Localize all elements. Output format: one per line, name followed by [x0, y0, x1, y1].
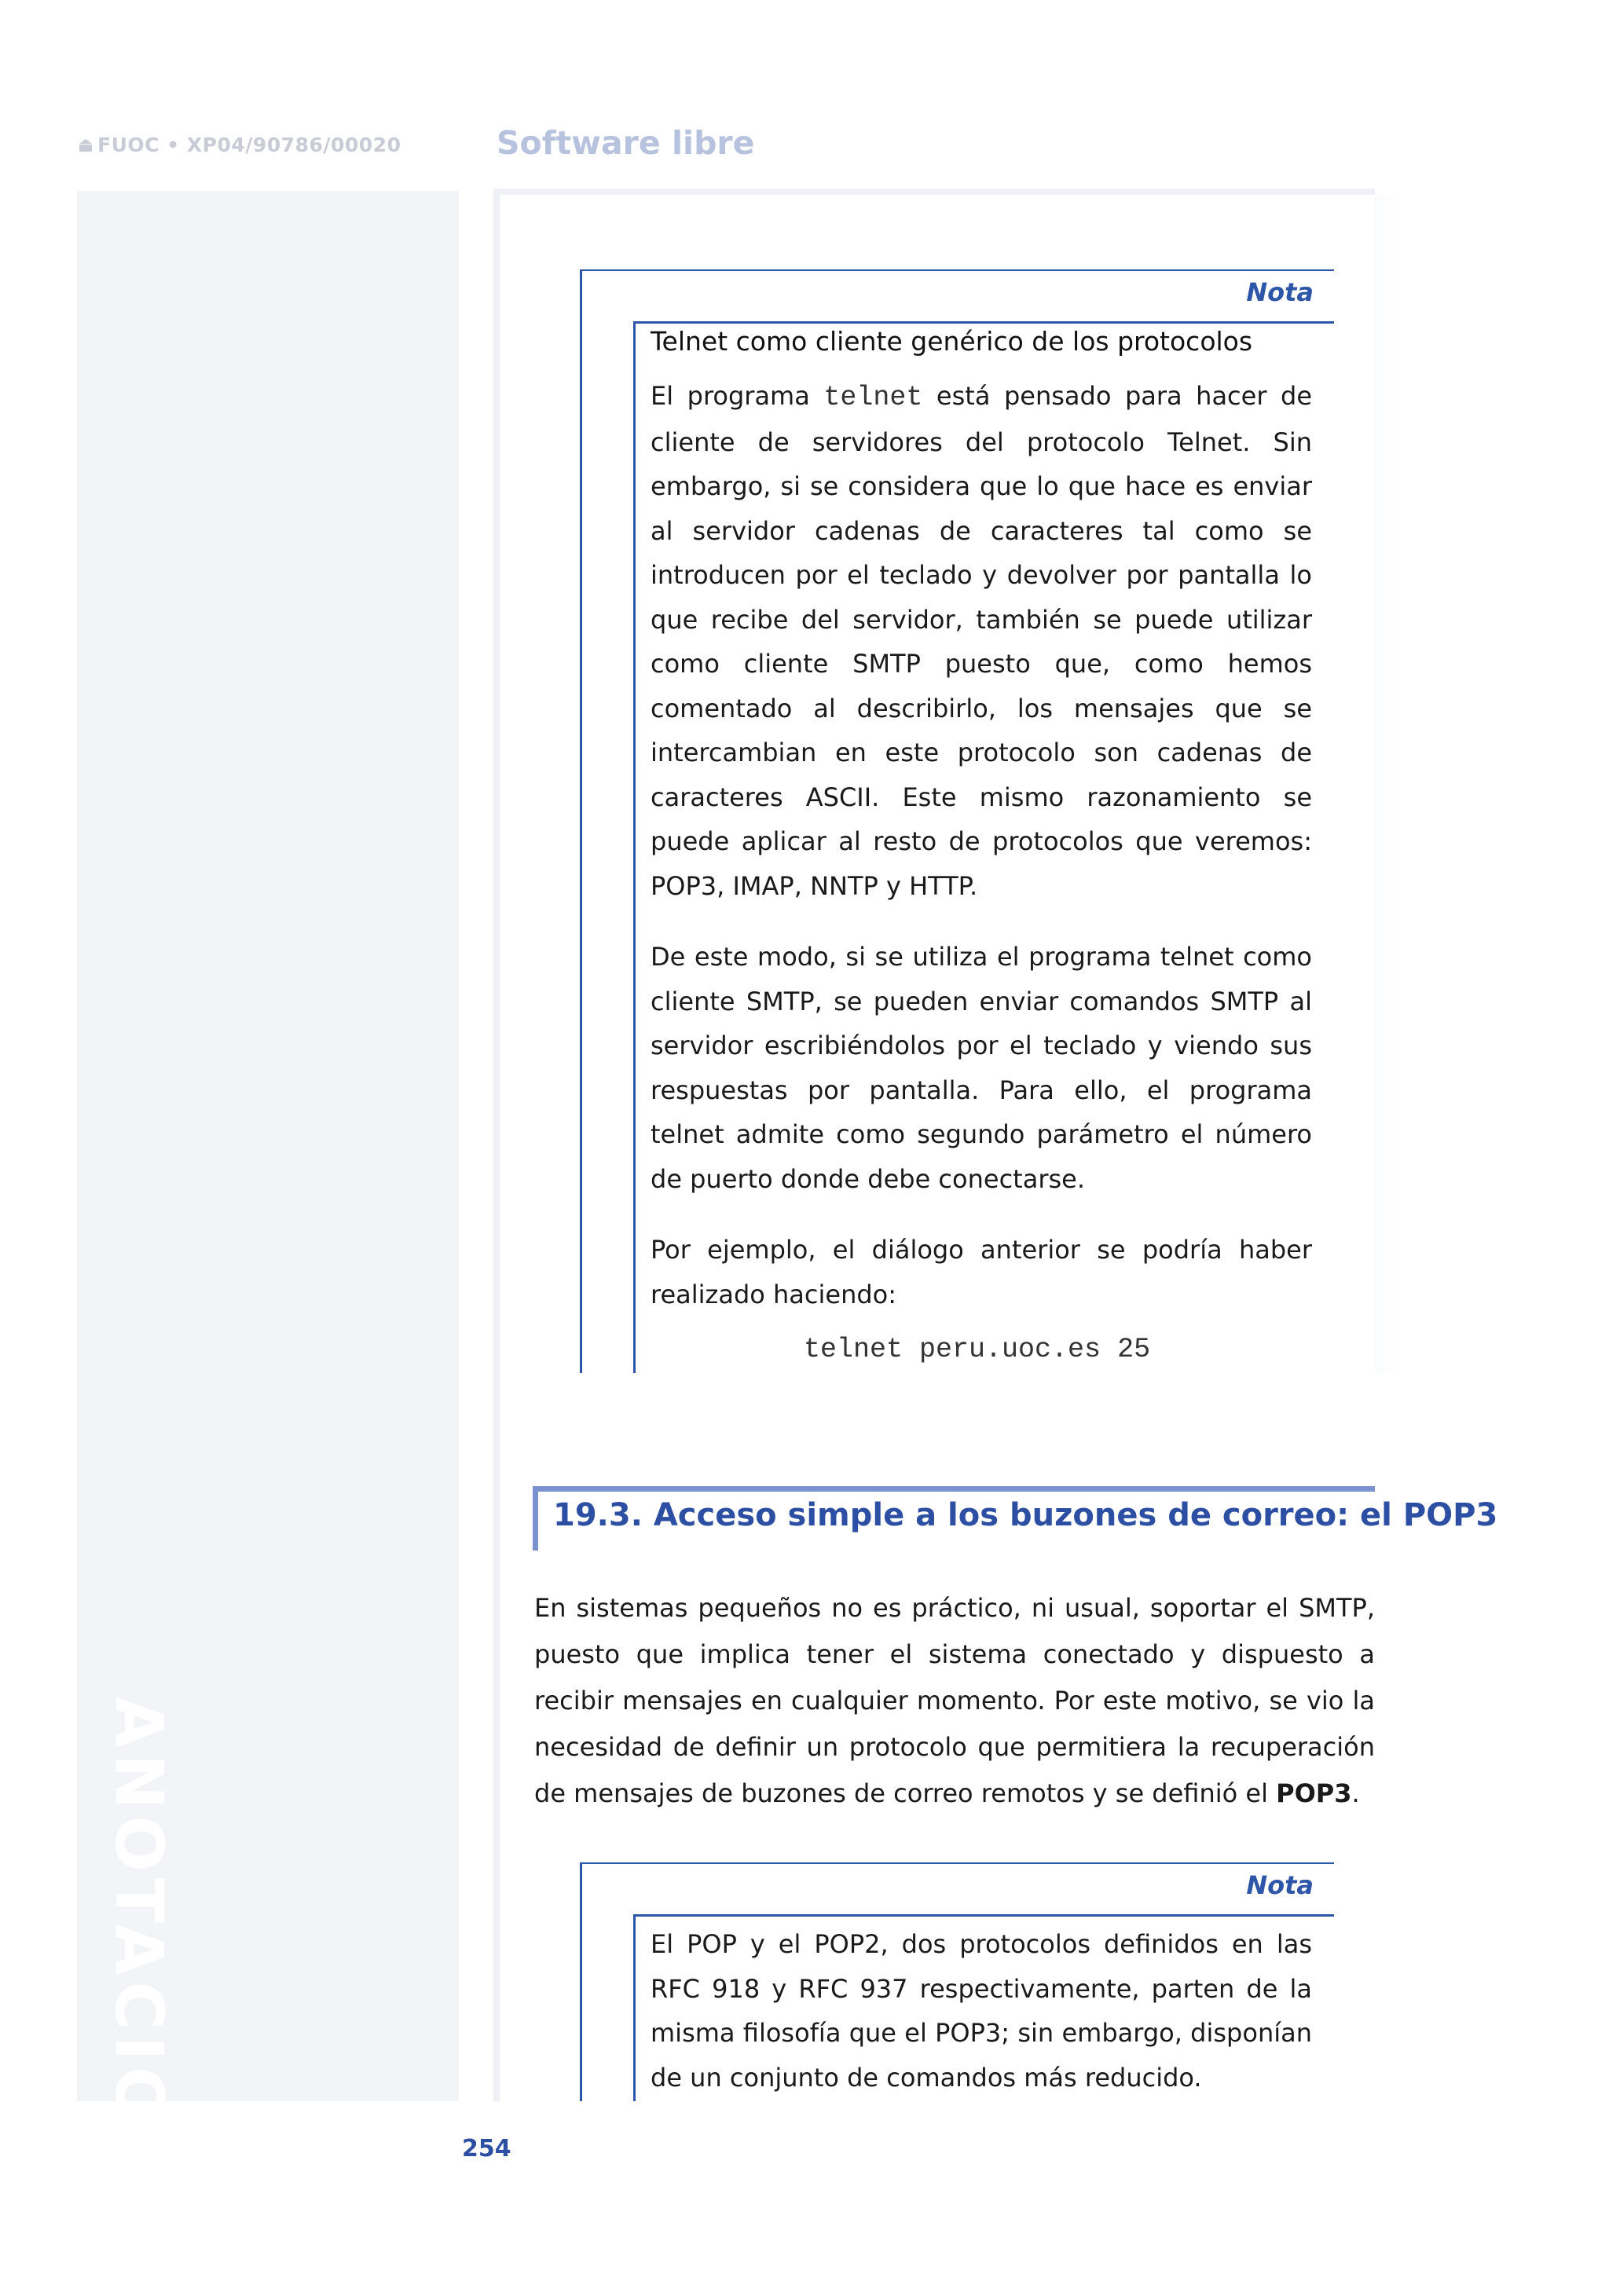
- note-inner-top-border: [633, 1914, 1334, 1917]
- note-paragraph-3: Por ejemplo, el diálogo anterior se podría haber realizado haciendo:: [651, 1235, 1312, 1309]
- note-outer-left-border: [580, 1862, 582, 2101]
- note-label: Nota: [1246, 277, 1314, 307]
- note-title: Telnet como cliente genérico de los protocolos: [651, 326, 1253, 357]
- section-paragraph: [534, 1585, 1375, 1817]
- note-box-telnet: [580, 269, 1332, 1373]
- inline-code-telnet: telnet: [823, 382, 923, 413]
- note-box-pop: [580, 1862, 1332, 2101]
- note-paragraph-1: [651, 374, 1312, 908]
- note-paragraph-2: De este modo, si se utiliza el programa telnet como cliente SMTP, se pueden enviar comandos SMTP al servidor escribiéndolos por el teclado y viendo sus respuestas por pantalla. Para ello, el programa telnet admite como segundo parámetro el número de puerto donde debe conectarse.: [651, 942, 1312, 1194]
- note-inner-left-border: [633, 1914, 636, 2101]
- note-body: [651, 1922, 1312, 2100]
- header-publication-code: [79, 134, 401, 156]
- main-frame-right-shadow: [1375, 195, 1397, 1373]
- section-paragraph-text: En sistemas pequeños no es práctico, ni usual, soportar el SMTP, puesto que implica tener el sistema conectado y dispuesto a recibir mensajes en cualquier momento. Por este motivo, se vio la necesidad de definir un protocolo que permitiera la recuperación de mensajes de buzones de correo remotos y se definió el: [534, 1593, 1375, 1808]
- section-heading-left-bar: [533, 1486, 538, 1551]
- note-inner-top-border: [633, 321, 1334, 324]
- section-heading-top-bar: [533, 1486, 1375, 1492]
- note-outer-top-border: [580, 269, 1334, 271]
- uoc-logo-icon: [79, 138, 93, 152]
- note-inner-left-border: [633, 321, 636, 1373]
- note-outer-top-border: [580, 1862, 1334, 1864]
- header-code-text: FUOC • XP04/90786/00020: [97, 134, 401, 156]
- note-paragraph-1-rest: está pensado para hacer de cliente de servidores del protocolo Telnet. Sin embargo, si se considera que lo que hace es enviar al servidor cadenas de caracteres tal como se introducen por el teclado y devolver por pantalla lo que recibe del servidor, también se puede utilizar como cliente SMTP puesto que, como hemos comentado al describirlo, los mensajes que se intercambian en este protocolo son cadenas de caracteres ASCII. Este mismo razonamiento se puede aplicar al resto de protocolos que veremos: POP3, IMAP, NNTP y HTTP.: [651, 381, 1313, 901]
- note-label: Nota: [1246, 1870, 1314, 1900]
- header-book-title: Software libre: [497, 124, 755, 162]
- note-paragraph-1: El POP y el POP2, dos protocolos definidos en las RFC 918 y RFC 937 respectivamente, parten de la misma filosofía que el POP3; sin embargo, disponían de un conjunto de comandos más reducido.: [651, 1929, 1312, 2093]
- main-frame-left-border: [493, 189, 500, 2101]
- note-paragraph-1-start: El programa: [651, 381, 824, 411]
- note-outer-left-border: [580, 269, 582, 1373]
- annotations-sidebar-label: ANOTACIONES: [101, 1697, 178, 2296]
- main-frame-top-border: [497, 189, 1375, 195]
- section-paragraph-bold-term: POP3: [1276, 1778, 1352, 1808]
- code-example: telnet peru.uoc.es 25: [804, 1334, 1151, 1365]
- note-body: [651, 326, 1312, 1365]
- section-paragraph-end: .: [1351, 1778, 1360, 1808]
- page-number: 254: [462, 2135, 511, 2162]
- section-heading: 19.3. Acceso simple a los buzones de correo: el POP3: [553, 1497, 1498, 1533]
